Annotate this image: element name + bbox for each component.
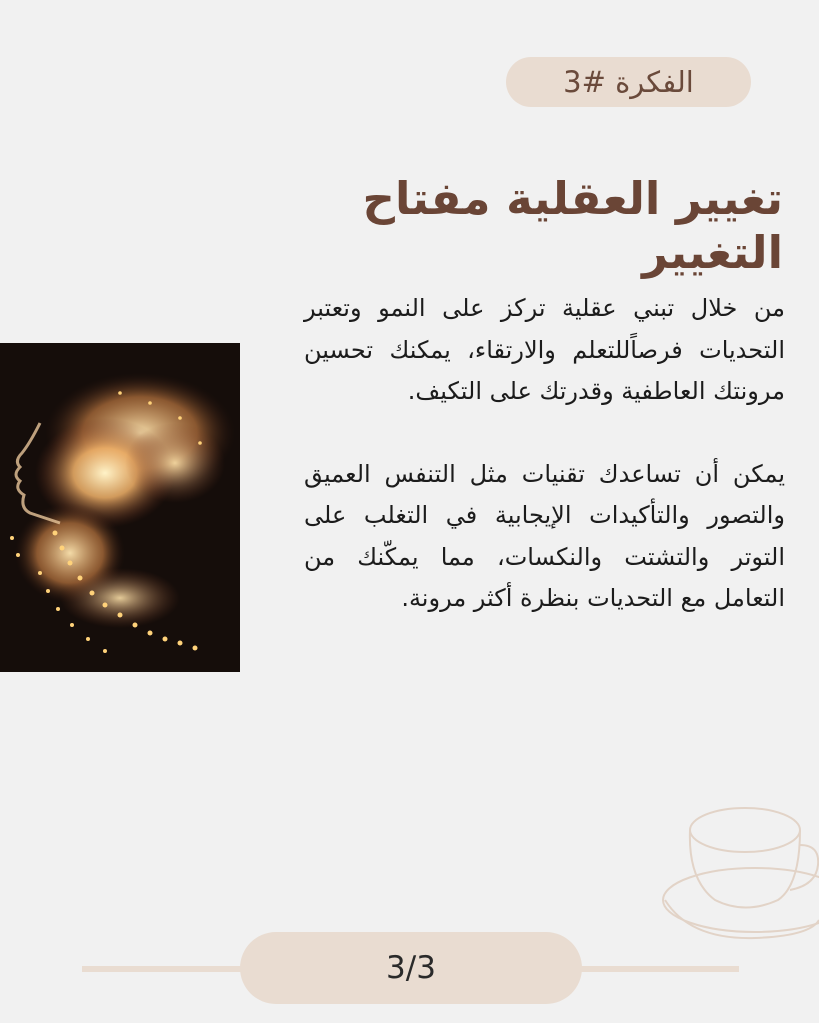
paragraph-1: من خلال تبني عقلية تركز على النمو وتعتبر التحديات فرصاًللتعلم والارتقاء، يمكنك تحسين مرونتك العاطفية وقدرتك على التكيف. bbox=[304, 294, 785, 405]
idea-number-label: الفكرة #3 bbox=[563, 65, 694, 99]
coffee-cup-illustration bbox=[660, 800, 819, 950]
cosmic-head-image bbox=[0, 343, 240, 672]
cosmic-head-illustration bbox=[0, 343, 240, 672]
paragraph-2: يمكن أن تساعدك تقنيات مثل التنفس العميق والتصور والتأكيدات الإيجابية في التغلب على التوتر والتشتت والنكسات، مما يمكّنك من التعامل مع التحديات بنظرة أكثر مرونة. bbox=[304, 459, 785, 612]
idea-number-badge bbox=[506, 57, 751, 107]
page-title: تغيير العقلية مفتاح التغيير bbox=[362, 172, 783, 279]
page-indicator-label: 3/3 bbox=[386, 950, 436, 986]
page-indicator bbox=[240, 932, 582, 1004]
body-text bbox=[304, 288, 785, 620]
